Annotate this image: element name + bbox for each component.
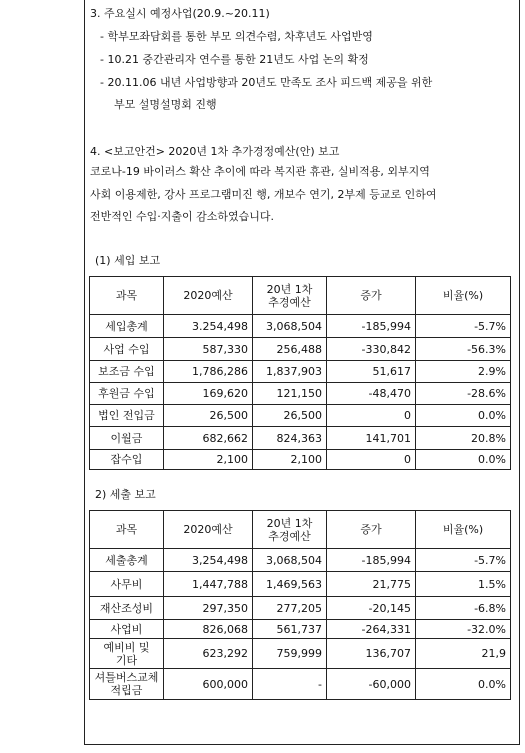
table-cell: 1,837,903	[253, 361, 327, 383]
row-label-cell: 이월금	[90, 427, 164, 450]
table-cell: 826,068	[164, 620, 253, 639]
row-label-cell: 재산조성비	[90, 597, 164, 620]
income-table	[89, 276, 511, 470]
table-cell: 1,447,788	[164, 572, 253, 597]
table-cell: 3.254,498	[164, 315, 253, 338]
table-cell: -28.6%	[416, 383, 511, 405]
table-cell: 600,000	[164, 669, 253, 700]
table-cell: 26,500	[164, 405, 253, 427]
table-row	[90, 383, 511, 405]
table-cell: 141,701	[327, 427, 416, 450]
row-label-cell: 후원금 수입	[90, 383, 164, 405]
section4-para-line-3: 전반적인 수입·지출이 감소하였습니다.	[90, 210, 275, 223]
table-row	[90, 549, 511, 572]
table-cell: 26,500	[253, 405, 327, 427]
table-cell: 21,9	[416, 639, 511, 669]
section3-bullet-3: - 20.11.06 내년 사업방향과 20년도 만족도 조사 피드백 제공을 위한	[100, 76, 433, 89]
table-cell: -56.3%	[416, 338, 511, 361]
table-cell: -185,994	[327, 315, 416, 338]
table-header-cell: 20년 1차 추경예산	[253, 277, 327, 315]
table-cell: -32.0%	[416, 620, 511, 639]
section3-bullet-3-cont: 부모 설명설명회 진행	[114, 98, 217, 111]
table-cell: 297,350	[164, 597, 253, 620]
table-cell: 682,662	[164, 427, 253, 450]
table-header-row	[90, 277, 511, 315]
row-label-cell: 법인 전입금	[90, 405, 164, 427]
row-label-cell: 세입총계	[90, 315, 164, 338]
row-label-cell: 사업 수입	[90, 338, 164, 361]
table-cell: -185,994	[327, 549, 416, 572]
table-cell: -330,842	[327, 338, 416, 361]
table-header-cell: 20년 1차 추경예산	[253, 511, 327, 549]
table-cell: 20.8%	[416, 427, 511, 450]
table-cell: 561,737	[253, 620, 327, 639]
table-header-cell: 2020예산	[164, 277, 253, 315]
row-label-cell: 세출총계	[90, 549, 164, 572]
section3-title: 3. 주요실시 예정사업(20.9.~20.11)	[90, 7, 270, 20]
table-cell: -6.8%	[416, 597, 511, 620]
table-row	[90, 450, 511, 470]
table-cell: -	[253, 669, 327, 700]
table-cell: -60,000	[327, 669, 416, 700]
expense-table	[89, 510, 511, 700]
table-header-row	[90, 511, 511, 549]
row-label-cell: 잡수입	[90, 450, 164, 470]
section4-para-line-1: 코로나-19 바이러스 확산 추이에 따라 복지관 휴관, 실비적용, 외부지역	[90, 165, 430, 178]
table-cell: 623,292	[164, 639, 253, 669]
section4-title: 4. <보고안건> 2020년 1차 추가경정예산(안) 보고	[90, 145, 340, 158]
table-cell: 2,100	[253, 450, 327, 470]
table-cell: 0.0%	[416, 450, 511, 470]
table-row	[90, 639, 511, 669]
section3-bullet-2: - 10.21 중간관리자 연수를 통한 21년도 사업 논의 확정	[100, 53, 369, 66]
table-cell: 0	[327, 450, 416, 470]
row-label-cell: 셔틀버스교체 적립금	[90, 669, 164, 700]
table-cell: 169,620	[164, 383, 253, 405]
table-cell: -20,145	[327, 597, 416, 620]
table-row	[90, 572, 511, 597]
table-cell: 1,786,286	[164, 361, 253, 383]
section4-para-line-2: 사회 이용제한, 강사 프로그램미진 행, 개보수 연기, 2부제 등교로 인하여	[90, 188, 437, 201]
table-cell: 277,205	[253, 597, 327, 620]
table-cell: 759,999	[253, 639, 327, 669]
table-cell: 121,150	[253, 383, 327, 405]
table-cell: 0.0%	[416, 669, 511, 700]
table-cell: 2.9%	[416, 361, 511, 383]
table-cell: 1.5%	[416, 572, 511, 597]
table-cell: -48,470	[327, 383, 416, 405]
row-label-cell: 사업비	[90, 620, 164, 639]
table-cell: 3,254,498	[164, 549, 253, 572]
table-cell: 136,707	[327, 639, 416, 669]
table-row	[90, 620, 511, 639]
table-row	[90, 315, 511, 338]
table-cell: 587,330	[164, 338, 253, 361]
table-row	[90, 361, 511, 383]
table-row	[90, 669, 511, 700]
table-header-cell: 증가	[327, 277, 416, 315]
table-row	[90, 597, 511, 620]
table-cell: 1,469,563	[253, 572, 327, 597]
row-label-cell: 예비비 및 기타	[90, 639, 164, 669]
row-label-cell: 보조금 수입	[90, 361, 164, 383]
table-cell: 51,617	[327, 361, 416, 383]
row-label-cell: 사무비	[90, 572, 164, 597]
section3-bullet-1: - 학부모좌담회를 통한 부모 의견수렴, 차후년도 사업반영	[100, 30, 373, 43]
income-heading: (1) 세입 보고	[95, 254, 161, 267]
table-cell: 824,363	[253, 427, 327, 450]
table-cell: -5.7%	[416, 549, 511, 572]
table-row	[90, 338, 511, 361]
table-cell: 2,100	[164, 450, 253, 470]
table-row	[90, 427, 511, 450]
expense-heading: 2) 세출 보고	[95, 488, 156, 501]
table-cell: -264,331	[327, 620, 416, 639]
table-cell: 0	[327, 405, 416, 427]
table-row	[90, 405, 511, 427]
table-header-cell: 증가	[327, 511, 416, 549]
table-header-cell: 2020예산	[164, 511, 253, 549]
table-cell: 21,775	[327, 572, 416, 597]
table-cell: 0.0%	[416, 405, 511, 427]
table-cell: 3,068,504	[253, 315, 327, 338]
table-cell: 256,488	[253, 338, 327, 361]
table-header-cell: 비율(%)	[416, 511, 511, 549]
table-header-cell: 비율(%)	[416, 277, 511, 315]
table-header-cell: 과목	[90, 511, 164, 549]
table-header-cell: 과목	[90, 277, 164, 315]
table-cell: -5.7%	[416, 315, 511, 338]
table-cell: 3,068,504	[253, 549, 327, 572]
